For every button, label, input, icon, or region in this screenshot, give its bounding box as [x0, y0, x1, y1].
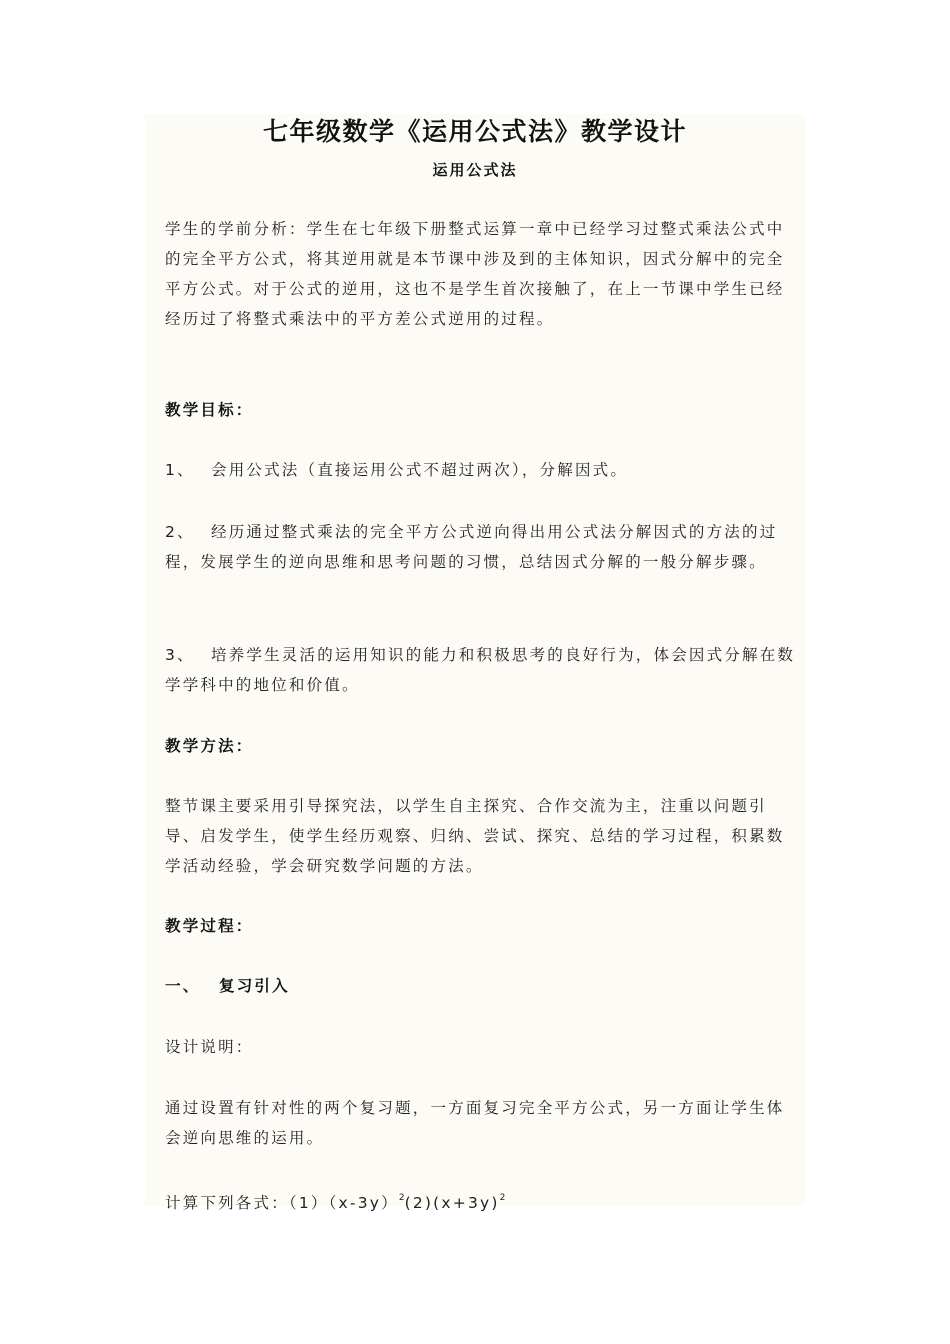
goal-text: 会用公式法（直接运用公式不超过两次），分解因式。	[211, 461, 629, 479]
design-paragraph: 通过设置有针对性的两个复习题，一方面复习完全平方公式，另一方面让学生体会逆向思维的运用。	[165, 1099, 785, 1147]
goal-number: 1、	[165, 461, 195, 479]
goal-item-2	[165, 517, 797, 577]
goal-item-1	[165, 455, 797, 485]
method-paragraph: 整节课主要采用引导探究法，以学生自主探究、合作交流为主，注重以问题引导、启发学生，使学生经历观察、归纳、尝试、探究、总结的学习过程，积累数学活动经验，学会研究数学问题的方法。	[165, 797, 785, 875]
document-title: 七年级数学《运用公式法》教学设计	[262, 117, 687, 146]
goal-text: 经历通过整式乘法的完全平方公式逆向得出用公式法分解因式的方法的过程，发展学生的逆向思维和思考问题的习惯，总结因式分解的一般分解步骤。	[165, 523, 778, 571]
design-label: 设计说明：	[165, 1038, 254, 1056]
goal-number: 3、	[165, 646, 195, 664]
calc-exercise	[165, 1183, 797, 1218]
method-heading: 教学方法：	[165, 737, 254, 755]
goal-item-3	[165, 640, 797, 700]
section-title: 复习引入	[219, 977, 290, 995]
section-number: 一、	[165, 977, 201, 995]
prior-analysis-paragraph: 学生的学前分析：学生在七年级下册整式运算一章中已经学习过整式乘法公式中的完全平方公式，将其逆用就是本节课中涉及到的主体知识，因式分解中的完全平方公式。对于公式的逆用，这也不是学生首次接触了，在上一节课中学生已经经历过了将整式乘法中的平方差公式逆用的过程。	[165, 220, 785, 328]
goal-text: 培养学生灵活的运用知识的能力和积极思考的良好行为，体会因式分解在数学学科中的地位和价值。	[165, 646, 796, 694]
calc-prefix: 计算下列各式：（1）（x-3y）	[165, 1194, 399, 1212]
document-subtitle: 运用公式法	[432, 161, 518, 179]
goal-number: 2、	[165, 523, 195, 541]
process-heading: 教学过程：	[165, 917, 254, 935]
exponent: 2	[499, 1193, 506, 1203]
goals-heading: 教学目标：	[165, 401, 254, 419]
exponent: 2	[398, 1193, 405, 1203]
calc-second-item: (2)(x+3y)	[404, 1194, 500, 1212]
section-1-heading	[165, 971, 797, 1001]
